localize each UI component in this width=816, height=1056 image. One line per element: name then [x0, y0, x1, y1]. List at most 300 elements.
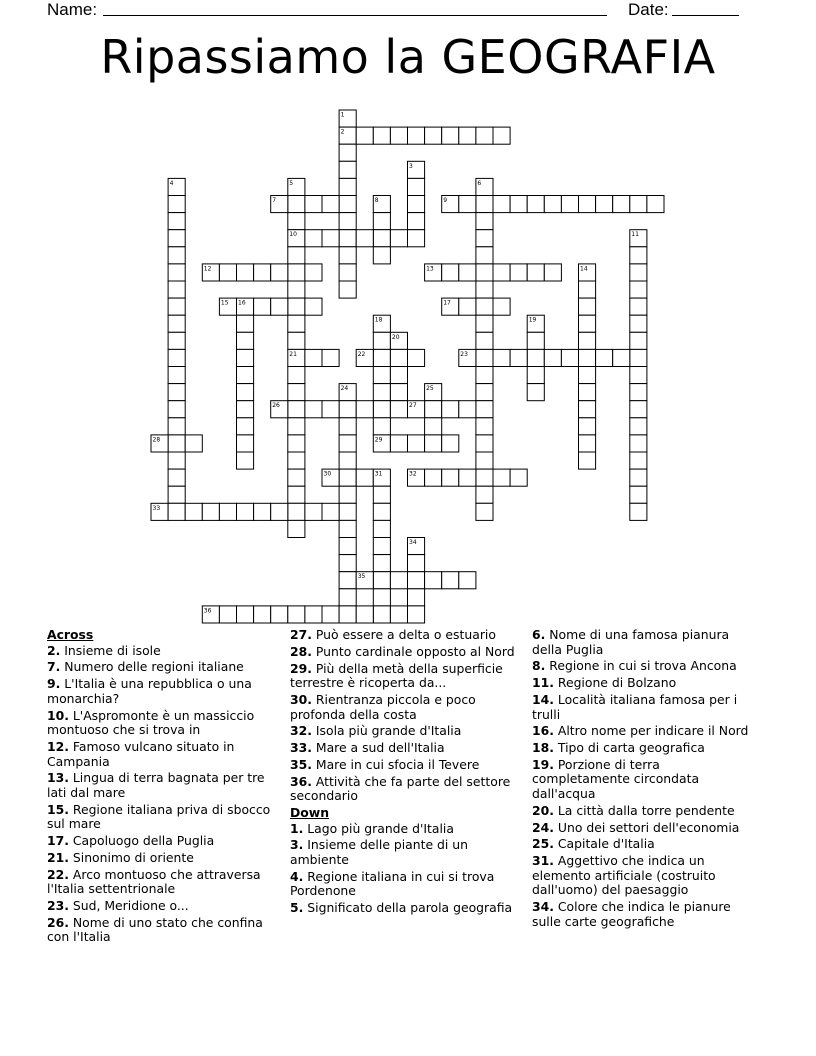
grid-cell[interactable] — [630, 435, 647, 452]
clue-item — [47, 803, 275, 832]
grid-cell[interactable] — [288, 196, 305, 213]
grid-cell[interactable] — [288, 503, 305, 520]
grid-cell[interactable] — [339, 196, 356, 213]
grid-cell[interactable] — [408, 213, 425, 230]
clue-text: Numero delle regioni italiane — [60, 659, 244, 675]
grid-cell[interactable] — [493, 127, 510, 144]
grid-cell[interactable] — [168, 452, 185, 469]
clue-text: Nome di una famosa pianura della Puglia — [532, 627, 730, 657]
grid-cell[interactable] — [373, 213, 390, 230]
grid-cell[interactable] — [442, 572, 459, 589]
grid-cell[interactable] — [339, 247, 356, 264]
grid-cell[interactable] — [579, 196, 596, 213]
clue-text: Porzione di terra completamente circondata dall'acqua — [532, 756, 700, 802]
grid-cell[interactable] — [305, 230, 322, 247]
grid-cell[interactable] — [288, 367, 305, 384]
grid-cell[interactable] — [476, 230, 493, 247]
grid-cell[interactable] — [630, 401, 647, 418]
grid-cell[interactable] — [596, 349, 613, 366]
grid-cell[interactable] — [579, 384, 596, 401]
grid-cell[interactable] — [459, 469, 476, 486]
grid-cell[interactable] — [527, 332, 544, 349]
clue-number: 22. — [47, 866, 69, 882]
grid-cell[interactable] — [442, 401, 459, 418]
grid-cell[interactable] — [408, 435, 425, 452]
clue-number: 24. — [532, 819, 554, 835]
grid-cell[interactable] — [613, 349, 630, 366]
grid-cell[interactable] — [630, 196, 647, 213]
grid-cell[interactable] — [459, 127, 476, 144]
grid-cell[interactable] — [390, 572, 407, 589]
grid-cell[interactable] — [356, 127, 373, 144]
grid-cell[interactable] — [579, 452, 596, 469]
grid-cell[interactable] — [288, 247, 305, 264]
grid-cell[interactable] — [476, 384, 493, 401]
clue-number: 18. — [532, 740, 554, 756]
grid-cell[interactable] — [408, 572, 425, 589]
grid-cell[interactable] — [476, 298, 493, 315]
grid-cell[interactable] — [288, 469, 305, 486]
cell-number: 18 — [374, 316, 383, 324]
grid-cell[interactable] — [168, 264, 185, 281]
grid-cell[interactable] — [288, 264, 305, 281]
grid-cell[interactable] — [339, 469, 356, 486]
grid-cell[interactable] — [202, 503, 219, 520]
grid-cell[interactable] — [390, 127, 407, 144]
grid-cell[interactable] — [373, 332, 390, 349]
grid-cell[interactable] — [339, 435, 356, 452]
grid-cell[interactable] — [305, 606, 322, 623]
clue-text: Famoso vulcano situato in Campania — [47, 738, 235, 769]
grid-cell[interactable] — [168, 435, 185, 452]
grid-cell[interactable] — [168, 281, 185, 298]
grid-cell[interactable] — [493, 349, 510, 366]
grid-cell[interactable] — [476, 127, 493, 144]
grid-cell[interactable] — [373, 555, 390, 572]
grid-cell[interactable] — [408, 178, 425, 195]
grid-cell[interactable] — [168, 503, 185, 520]
grid-cell[interactable] — [390, 401, 407, 418]
grid-cell[interactable] — [219, 264, 236, 281]
grid-cell[interactable] — [168, 213, 185, 230]
grid-cell[interactable] — [168, 230, 185, 247]
clue-number: 15. — [47, 801, 69, 817]
grid-cell[interactable] — [459, 264, 476, 281]
grid-cell[interactable] — [237, 435, 254, 452]
grid-cell[interactable] — [305, 196, 322, 213]
grid-cell[interactable] — [237, 452, 254, 469]
grid-cell[interactable] — [373, 520, 390, 537]
grid-cell[interactable] — [579, 401, 596, 418]
grid-cell[interactable] — [237, 384, 254, 401]
grid-cell[interactable] — [373, 349, 390, 366]
grid-cell[interactable] — [476, 213, 493, 230]
clue-number: 4. — [290, 868, 304, 884]
grid-cell[interactable] — [510, 469, 527, 486]
grid-cell[interactable] — [544, 264, 561, 281]
grid-cell[interactable] — [630, 332, 647, 349]
grid-cell[interactable] — [527, 196, 544, 213]
grid-cell[interactable] — [476, 315, 493, 332]
cell-number: 19 — [528, 316, 537, 324]
grid-cell[interactable] — [493, 298, 510, 315]
grid-cell[interactable] — [271, 264, 288, 281]
grid-cell[interactable] — [168, 196, 185, 213]
grid-cell[interactable] — [630, 264, 647, 281]
clue-item — [290, 901, 516, 916]
clue-item — [47, 868, 275, 897]
clue-text: Isola più grande d'Italia — [311, 723, 462, 739]
cell-number: 29 — [374, 436, 383, 444]
grid-cell[interactable] — [579, 332, 596, 349]
grid-cell[interactable] — [288, 298, 305, 315]
grid-cell[interactable] — [288, 315, 305, 332]
grid-cell[interactable] — [288, 401, 305, 418]
grid-cell[interactable] — [305, 298, 322, 315]
grid-cell[interactable] — [425, 469, 442, 486]
grid-cell[interactable] — [373, 367, 390, 384]
grid-cell[interactable] — [322, 401, 339, 418]
clue-text: Mare in cui sfocia il Tevere — [311, 756, 480, 772]
grid-cell[interactable] — [288, 213, 305, 230]
grid-cell[interactable] — [339, 264, 356, 281]
grid-cell[interactable] — [168, 298, 185, 315]
grid-cell[interactable] — [510, 264, 527, 281]
grid-cell[interactable] — [254, 503, 271, 520]
clue-text: Insieme delle piante di un ambiente — [290, 837, 469, 867]
clues-column-2 — [290, 628, 516, 918]
grid-cell[interactable] — [476, 196, 493, 213]
grid-cell[interactable] — [408, 349, 425, 366]
grid-cell[interactable] — [237, 606, 254, 623]
clue-number: 16. — [532, 723, 554, 739]
grid-cell[interactable] — [425, 418, 442, 435]
grid-cell[interactable] — [390, 230, 407, 247]
grid-cell[interactable] — [339, 503, 356, 520]
grid-cell[interactable] — [339, 144, 356, 161]
clue-text: Sud, Meridione o... — [68, 897, 189, 913]
grid-cell[interactable] — [408, 196, 425, 213]
grid-cell[interactable] — [579, 349, 596, 366]
grid-cell[interactable] — [339, 213, 356, 230]
grid-cell[interactable] — [373, 572, 390, 589]
grid-cell[interactable] — [579, 418, 596, 435]
clue-number: 13. — [47, 770, 69, 786]
grid-cell[interactable] — [476, 281, 493, 298]
grid-cell[interactable] — [339, 178, 356, 195]
clue-number: 27. — [290, 627, 312, 642]
grid-cell[interactable] — [288, 281, 305, 298]
grid-cell[interactable] — [544, 196, 561, 213]
grid-cell[interactable] — [476, 367, 493, 384]
grid-cell[interactable] — [630, 469, 647, 486]
grid-cell[interactable] — [630, 503, 647, 520]
clue-text: Capitale d'Italia — [553, 836, 655, 852]
grid-cell[interactable] — [254, 298, 271, 315]
clue-text: Arco montuoso che attraversa l'Italia settentrionale — [47, 866, 261, 897]
grid-cell[interactable] — [425, 435, 442, 452]
grid-cell[interactable] — [322, 349, 339, 366]
grid-cell[interactable] — [630, 452, 647, 469]
grid-cell[interactable] — [237, 315, 254, 332]
clue-text: L'Italia è una repubblica o una monarchia? — [47, 676, 252, 706]
grid-cell[interactable] — [305, 349, 322, 366]
grid-cell[interactable] — [510, 349, 527, 366]
name-label: Name: — [47, 0, 98, 19]
grid-cell[interactable] — [408, 589, 425, 606]
grid-cell[interactable] — [373, 127, 390, 144]
grid-cell[interactable] — [305, 401, 322, 418]
grid-cell[interactable] — [630, 315, 647, 332]
grid-cell[interactable] — [237, 349, 254, 366]
grid-cell[interactable] — [168, 486, 185, 503]
grid-cell[interactable] — [339, 555, 356, 572]
clue-number: 3. — [290, 837, 304, 853]
grid-cell[interactable] — [254, 264, 271, 281]
grid-cell[interactable] — [305, 503, 322, 520]
down-heading: Down — [290, 805, 330, 821]
clue-number: 25. — [532, 836, 554, 852]
grid-cell[interactable] — [237, 418, 254, 435]
grid-cell[interactable] — [613, 196, 630, 213]
clue-text: Rientranza piccola e poco profonda della costa — [290, 691, 476, 722]
clue-item — [47, 644, 275, 659]
grid-cell[interactable] — [339, 401, 356, 418]
clue-text: L'Aspromonte è un massiccio montuoso che si trova in — [47, 707, 255, 738]
clue-item — [290, 662, 516, 691]
grid-cell[interactable] — [390, 349, 407, 366]
grid-cell[interactable] — [339, 486, 356, 503]
grid-cell[interactable] — [476, 349, 493, 366]
grid-cell[interactable] — [527, 349, 544, 366]
clue-item — [290, 724, 516, 739]
grid-cell[interactable] — [271, 503, 288, 520]
grid-cell[interactable] — [476, 435, 493, 452]
grid-cell[interactable] — [527, 264, 544, 281]
grid-cell[interactable] — [476, 469, 493, 486]
clue-text: Punto cardinale opposto al Nord — [311, 643, 515, 659]
grid-cell[interactable] — [630, 486, 647, 503]
clue-item — [47, 851, 275, 866]
clue-number: 5. — [290, 900, 304, 916]
grid-cell[interactable] — [442, 469, 459, 486]
grid-cell[interactable] — [373, 503, 390, 520]
clue-item — [290, 870, 516, 899]
clue-text: Mare a sud dell'Italia — [311, 740, 445, 756]
cell-number: 20 — [391, 333, 400, 341]
clue-text: Regione di Bolzano — [553, 675, 677, 691]
grid-cell[interactable] — [459, 572, 476, 589]
grid-cell[interactable] — [185, 435, 202, 452]
grid-cell[interactable] — [254, 606, 271, 623]
grid-cell[interactable] — [288, 332, 305, 349]
grid-cell[interactable] — [476, 264, 493, 281]
grid-cell[interactable] — [630, 367, 647, 384]
grid-cell[interactable] — [476, 503, 493, 520]
grid-cell[interactable] — [237, 332, 254, 349]
grid-cell[interactable] — [373, 230, 390, 247]
clue-text: Lago più grande d'Italia — [303, 820, 454, 836]
grid-cell[interactable] — [237, 401, 254, 418]
grid-cell[interactable] — [305, 264, 322, 281]
clue-text: La città dalla torre pendente — [553, 802, 735, 818]
grid-cell[interactable] — [339, 418, 356, 435]
clue-item — [532, 821, 760, 836]
clue-text: Capoluogo della Puglia — [68, 833, 215, 849]
cell-number: 26 — [272, 402, 280, 410]
clue-item — [290, 693, 516, 722]
grid-cell[interactable] — [237, 503, 254, 520]
clue-item — [532, 693, 760, 722]
grid-cell[interactable] — [373, 486, 390, 503]
grid-cell[interactable] — [630, 418, 647, 435]
grid-cell[interactable] — [510, 196, 527, 213]
grid-cell[interactable] — [322, 503, 339, 520]
grid-cell[interactable] — [271, 606, 288, 623]
grid-cell[interactable] — [476, 401, 493, 418]
grid-cell[interactable] — [408, 230, 425, 247]
grid-cell[interactable] — [425, 572, 442, 589]
grid-cell[interactable] — [356, 469, 373, 486]
grid-cell[interactable] — [339, 230, 356, 247]
grid-cell[interactable] — [356, 401, 373, 418]
clue-text: Tipo di carta geografica — [553, 740, 705, 756]
grid-cell[interactable] — [647, 196, 664, 213]
grid-cell[interactable] — [288, 384, 305, 401]
grid-cell[interactable] — [356, 606, 373, 623]
grid-cell[interactable] — [390, 435, 407, 452]
cell-number: 13 — [426, 265, 434, 273]
grid-cell[interactable] — [339, 606, 356, 623]
grid-cell[interactable] — [168, 469, 185, 486]
grid-cell[interactable] — [373, 589, 390, 606]
clue-item — [532, 676, 760, 691]
grid-cell[interactable] — [322, 606, 339, 623]
grid-cell[interactable] — [630, 349, 647, 366]
grid-cell[interactable] — [579, 298, 596, 315]
clue-item — [532, 854, 760, 898]
grid-cell[interactable] — [373, 418, 390, 435]
grid-cell[interactable] — [476, 452, 493, 469]
grid-cell[interactable] — [630, 384, 647, 401]
grid-cell[interactable] — [339, 572, 356, 589]
grid-cell[interactable] — [373, 606, 390, 623]
grid-cell[interactable] — [408, 127, 425, 144]
clue-number: 14. — [532, 691, 554, 707]
grid-cell[interactable] — [288, 606, 305, 623]
grid-cell[interactable] — [579, 281, 596, 298]
grid-cell[interactable] — [408, 606, 425, 623]
grid-cell[interactable] — [288, 418, 305, 435]
grid-cell[interactable] — [493, 264, 510, 281]
grid-cell[interactable] — [168, 349, 185, 366]
grid-cell[interactable] — [168, 315, 185, 332]
grid-cell[interactable] — [288, 452, 305, 469]
grid-cell[interactable] — [339, 520, 356, 537]
cell-number: 9 — [443, 197, 448, 204]
clues-column-3 — [532, 628, 760, 932]
clue-number: 26. — [47, 914, 69, 930]
grid-cell[interactable] — [561, 196, 578, 213]
grid-cell[interactable] — [630, 247, 647, 264]
grid-cell[interactable] — [425, 127, 442, 144]
grid-cell[interactable] — [339, 538, 356, 555]
grid-cell[interactable] — [390, 367, 407, 384]
grid-cell[interactable] — [373, 384, 390, 401]
cell-number: 32 — [409, 470, 417, 478]
grid-cell[interactable] — [185, 503, 202, 520]
grid-cell[interactable] — [168, 367, 185, 384]
grid-cell[interactable] — [339, 161, 356, 178]
grid-cell[interactable] — [493, 196, 510, 213]
grid-cell[interactable] — [373, 538, 390, 555]
grid-cell[interactable] — [579, 435, 596, 452]
grid-cell[interactable] — [544, 349, 561, 366]
grid-cell[interactable] — [390, 384, 407, 401]
grid-cell[interactable] — [459, 298, 476, 315]
grid-cell[interactable] — [579, 367, 596, 384]
grid-cell[interactable] — [442, 127, 459, 144]
grid-cell[interactable] — [339, 452, 356, 469]
grid-cell[interactable] — [476, 247, 493, 264]
cell-number: 5 — [289, 179, 294, 187]
grid-cell[interactable] — [168, 401, 185, 418]
grid-cell[interactable] — [630, 298, 647, 315]
clue-item — [532, 758, 760, 802]
grid-cell[interactable] — [168, 247, 185, 264]
grid-cell[interactable] — [373, 247, 390, 264]
grid-cell[interactable] — [408, 555, 425, 572]
grid-cell[interactable] — [168, 418, 185, 435]
grid-cell[interactable] — [527, 384, 544, 401]
grid-cell[interactable] — [459, 196, 476, 213]
grid-cell[interactable] — [561, 349, 578, 366]
grid-cell[interactable] — [322, 230, 339, 247]
grid-cell[interactable] — [322, 196, 339, 213]
grid-cell[interactable] — [459, 401, 476, 418]
grid-cell[interactable] — [168, 384, 185, 401]
grid-cell[interactable] — [288, 520, 305, 537]
grid-cell[interactable] — [476, 486, 493, 503]
grid-cell[interactable] — [237, 264, 254, 281]
grid-cell[interactable] — [219, 503, 236, 520]
grid-cell[interactable] — [476, 418, 493, 435]
grid-cell[interactable] — [527, 367, 544, 384]
grid-cell[interactable] — [339, 589, 356, 606]
grid-cell[interactable] — [356, 230, 373, 247]
clue-number: 20. — [532, 802, 554, 818]
grid-cell[interactable] — [390, 606, 407, 623]
grid-cell[interactable] — [168, 332, 185, 349]
grid-cell[interactable] — [476, 332, 493, 349]
grid-cell[interactable] — [630, 281, 647, 298]
grid-cell[interactable] — [237, 367, 254, 384]
grid-cell[interactable] — [442, 435, 459, 452]
grid-cell[interactable] — [425, 401, 442, 418]
grid-cell[interactable] — [271, 298, 288, 315]
grid-cell[interactable] — [219, 606, 236, 623]
grid-cell[interactable] — [373, 401, 390, 418]
cell-number: 6 — [477, 179, 482, 187]
grid-cell[interactable] — [288, 435, 305, 452]
grid-cell[interactable] — [442, 264, 459, 281]
clue-text: Aggettivo che indica un elemento artificiale (costruito dall'uomo) del paesaggio — [532, 853, 716, 898]
grid-cell[interactable] — [493, 469, 510, 486]
grid-cell[interactable] — [596, 196, 613, 213]
grid-cell[interactable] — [579, 315, 596, 332]
grid-cell[interactable] — [339, 281, 356, 298]
grid-cell[interactable] — [288, 486, 305, 503]
